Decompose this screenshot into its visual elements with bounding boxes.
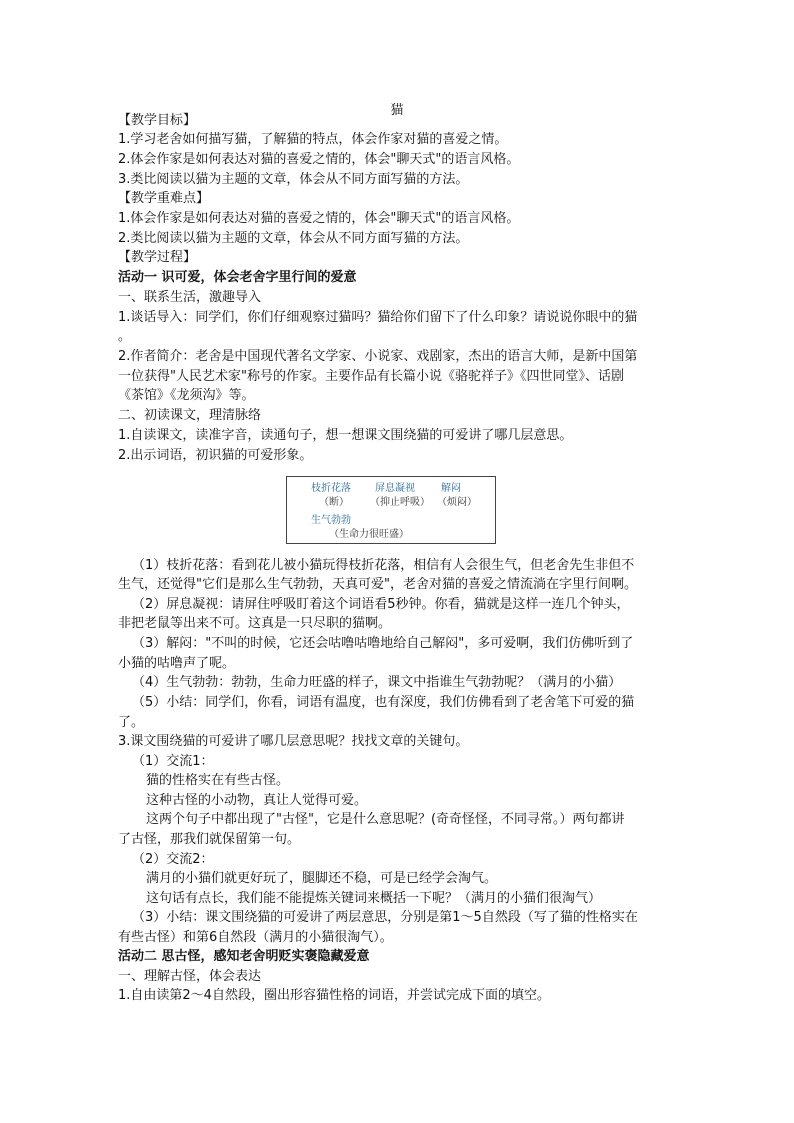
quote-line: 满月的小猫们就更好玩了，腿脚还不稳，可是已经学会淘气。 — [146, 871, 498, 886]
vocab-word: 生气勃勃 — [311, 515, 351, 526]
vocab-note: （生命力很旺盛） — [329, 529, 409, 540]
paragraph-line: 小猫的咕噜声了呢。 — [118, 656, 236, 671]
paragraph-line: 生气，还觉得"它们是那么生气勃勃，天真可爱"，老舍对猫的喜爱之情流淌在字里行间啊。 — [118, 577, 637, 592]
paragraph-line: 2.作者简介：老舍是中国现代著名文学家、小说家、戏剧家，杰出的语言大师，是新中国第 — [118, 349, 638, 364]
vocab-note: （抑止呼吸） — [370, 497, 430, 508]
paragraph-line: 。 — [118, 329, 132, 344]
vocab-note: （烦闷） — [437, 497, 477, 508]
paragraph-line: 1.自读课文，读准字音，读通句子，想一想课文围绕猫的可爱讲了哪几层意思。 — [118, 428, 573, 443]
activity-title: 活动一 识可爱，体会老舍字里行间的爱意 — [118, 270, 357, 285]
goals-heading: 【教学目标】 — [118, 113, 197, 128]
page-title: 猫 — [390, 103, 404, 118]
goal-item: 2.体会作家是如何表达对猫的喜爱之情的，体会"聊天式"的语言风格。 — [118, 152, 520, 167]
paragraph-line: （2）交流2： — [132, 852, 214, 867]
paragraph-line: （5）小结：同学们，你看，词语有温度，也有深度，我们仿佛看到了老舍笔下可爱的猫 — [132, 695, 635, 710]
paragraph-line: 这两个句子中都出现了"古怪"，它是什么意思呢？(奇奇怪怪，不同寻常。）两句都讲 — [146, 812, 625, 827]
paragraph-line: 非把老鼠等出来不可。这真是一只尽职的猫啊。 — [118, 616, 392, 631]
process-heading: 【教学过程】 — [118, 250, 197, 265]
vocab-word: 枝折花落 — [311, 483, 351, 494]
paragraph-line: 2.出示词语，初识猫的可爱形象。 — [118, 448, 313, 463]
vocab-note: （断） — [319, 497, 349, 508]
paragraph-line: 1.自由读第2～4自然段，圈出形容猫性格的词语，并尝试完成下面的填空。 — [118, 988, 550, 1003]
key-heading: 【教学重难点】 — [118, 191, 210, 206]
section-heading: 一、理解古怪，体会表达 — [118, 969, 262, 984]
activity-title: 活动二 思古怪，感知老舍明贬实褒隐藏爱意 — [118, 949, 370, 964]
paragraph-line: 了古怪，那我们就保留第一句。 — [118, 832, 301, 847]
paragraph-line: 《茶馆》《龙须沟》等。 — [118, 388, 255, 403]
vocabulary-box — [286, 476, 496, 544]
paragraph-line: 有些古怪）和第6自然段（满月的小猫很淘气）。 — [118, 930, 393, 945]
paragraph-line: （4）生气勃勃：勃勃，生命力旺盛的样子，课文中指谁生气勃勃呢？（满月的小猫） — [132, 675, 622, 690]
vocab-word: 屏息凝视 — [375, 483, 415, 494]
paragraph-line: 一位获得"人民艺术家"称号的作家。主要作品有长篇小说《骆驼祥子》《四世同堂》、话剧 — [118, 369, 624, 384]
paragraph-line: 1.谈话导入：同学们，你们仔细观察过猫吗？猫给你们留下了什么印象？请说说你眼中的猫 — [118, 310, 638, 325]
paragraph-line: （1）枝折花落：看到花儿被小猫玩得枝折花落，相信有人会很生气，但老舍先生非但不 — [132, 558, 635, 573]
key-point: 1.体会作家是如何表达对猫的喜爱之情的，体会"聊天式"的语言风格。 — [118, 211, 520, 226]
section-heading: 一、联系生活，激趣导入 — [118, 290, 262, 305]
paragraph-line: （1）交流1： — [132, 754, 214, 769]
paragraph-line: 了。 — [118, 715, 145, 730]
vocab-word: 解闷 — [441, 483, 461, 494]
goal-item: 1.学习老舍如何描写猫，了解猫的特点，体会作家对猫的喜爱之情。 — [118, 132, 508, 147]
goal-item: 3.类比阅读以猫为主题的文章，体会从不同方面写猫的方法。 — [118, 172, 469, 187]
paragraph-line: 3.课文围绕猫的可爱讲了哪几层意思呢？找找文章的关键句。 — [118, 734, 469, 749]
paragraph-line: （2）屏息凝视：请屏住呼吸盯着这个词语看5秒钟。你看，猫就是这样一连几个钟头， — [132, 597, 630, 612]
paragraph-line: （3）解闷："不叫的时候，它还会咕噜咕噜地给自己解闷"，多可爱啊，我们仿佛听到了 — [132, 636, 634, 651]
quote-line: 这种古怪的小动物，真让人觉得可爱。 — [146, 793, 368, 808]
paragraph-line: 这句话有点长，我们能不能提炼关键词来概括一下呢？（满月的小猫们很淘气） — [146, 891, 602, 906]
quote-line: 猫的性格实在有些古怪。 — [146, 773, 290, 788]
section-heading: 二、初读课文，理清脉络 — [118, 408, 262, 423]
paragraph-line: （3）小结：课文围绕猫的可爱讲了两层意思，分别是第1～5自然段（写了猫的性格实在 — [132, 910, 638, 925]
key-point: 2.类比阅读以猫为主题的文章，体会从不同方面写猫的方法。 — [118, 231, 469, 246]
